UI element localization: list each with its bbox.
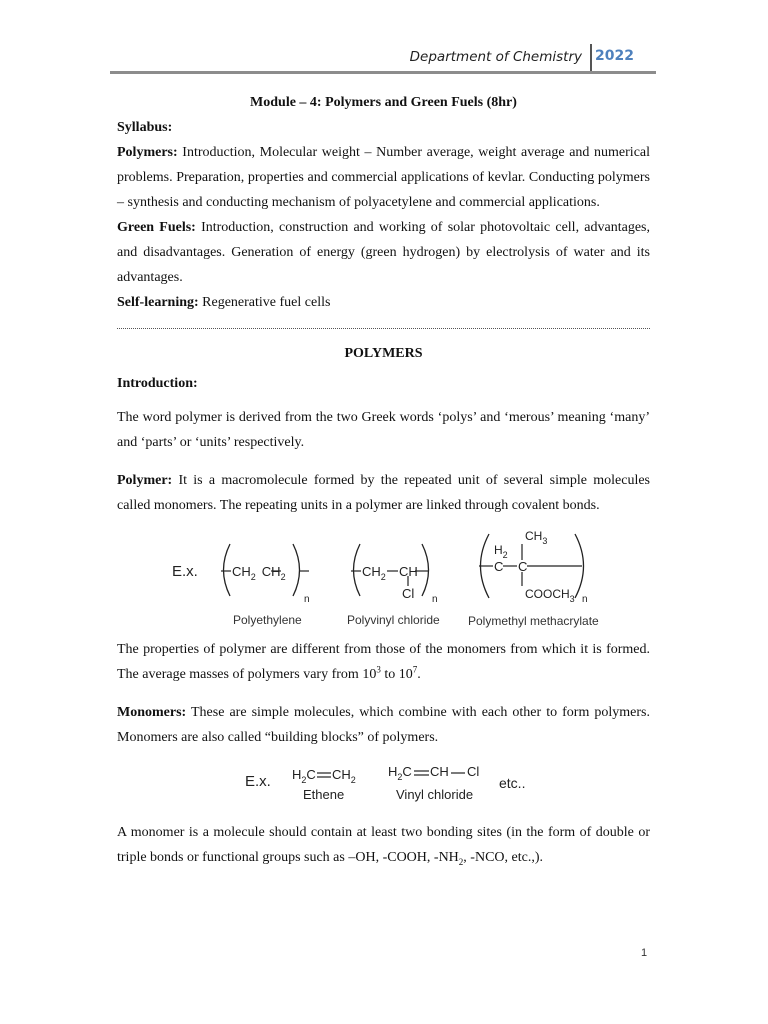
pmma-cooch3: $COOCH_3$ [525, 587, 575, 604]
pmma-n: n [582, 594, 588, 605]
dotted-divider [117, 328, 650, 329]
pe-name: Polyethylene [233, 613, 302, 627]
header-separator [590, 44, 592, 72]
vc-ch: CH [430, 764, 449, 779]
syllabus-polymers: Polymers: Introduction, Molecular weight – Number average, weight average and numerical problems. Preparation, properties and commercial applications of kevlar. Conducting polymers – synthesis and conducting mechanism of polyacetylene and commercial applications. [117, 145, 651, 210]
pe-n: n [304, 594, 310, 605]
pvc-ch2: $CH_2$ [362, 564, 386, 582]
pmma-c1: C [494, 559, 504, 574]
properties-paragraph: The properties of polymer are different from those of the monomers from which it is formed. The average masses of polymers vary from $10^3$ to $10^7$. [117, 642, 650, 682]
ex-label-2: E.x. [245, 773, 271, 790]
pvc-cl: Cl [402, 586, 415, 601]
header-department: Department of Chemistry [409, 49, 582, 65]
page-header [110, 40, 656, 74]
monomer-requirement-paragraph: A monomer is a molecule should contain at least two bonding sites (in the form of double or triple bonds or functional groups such as –OH, -COOH, $-NH_2$, -NCO, etc.,). [117, 825, 650, 867]
page-number: 1 [641, 947, 648, 959]
monomers-definition: Monomers: These are simple molecules, which combine with each other to form polymers. Monomers are also called “building blocks” of polymers. [117, 705, 650, 745]
page-content [117, 90, 650, 870]
pvc-ch: CH [399, 564, 418, 579]
pmma-name: Polymethyl methacrylate [468, 614, 599, 628]
section-title: POLYMERS [344, 346, 423, 361]
pmma-c2: C [518, 559, 528, 574]
vc-h2c: $H_2C$ [388, 764, 412, 782]
pvc-n: n [432, 594, 438, 605]
header-rule [110, 71, 656, 74]
pmma-h2: $H_2$ [494, 543, 508, 560]
vc-name: Vinyl chloride [396, 787, 474, 802]
ethene-ch2: $CH_2$ [332, 767, 356, 785]
monomer-examples-figure [117, 756, 650, 814]
header-year: 2022 [595, 48, 634, 64]
etc-label: etc.. [499, 775, 526, 791]
ethene-name: Ethene [303, 787, 345, 802]
polymer-definition: Polymer: It is a macromolecule formed by the repeated unit of several simple molecules called monomers. The repeating units in a polymer are linked through covalent bonds. [117, 473, 651, 513]
syllabus-heading: Syllabus: [117, 120, 173, 135]
syllabus-self-learning: Self-learning: Regenerative fuel cells [117, 295, 331, 310]
pvc-name: Polyvinyl chloride [347, 613, 440, 627]
intro-heading: Introduction: [117, 376, 198, 391]
module-title: Module – 4: Polymers and Green Fuels (8hr) [250, 95, 517, 110]
ethene-h2c: $H_2C$ [292, 767, 316, 785]
pe-formula: $CH_2$ $CH_2$ [232, 564, 286, 582]
vc-cl: Cl [467, 764, 480, 779]
polymer-examples-figure [117, 526, 650, 634]
pmma-ch3: $CH_3$ [525, 529, 548, 546]
ex-label-1: E.x. [172, 563, 198, 580]
syllabus-green-fuels: Green Fuels: Introduction, construction and working of solar photovoltaic cell, advantages, and disadvantages. Generation of energy (green hydrogen) by electrolysis of water and its advantages. [117, 220, 650, 285]
intro-paragraph: The word polymer is derived from the two Greek words ‘polys’ and ‘merous’ meaning ‘many’ and ‘parts’ or ‘units’ respectively. [117, 410, 650, 450]
